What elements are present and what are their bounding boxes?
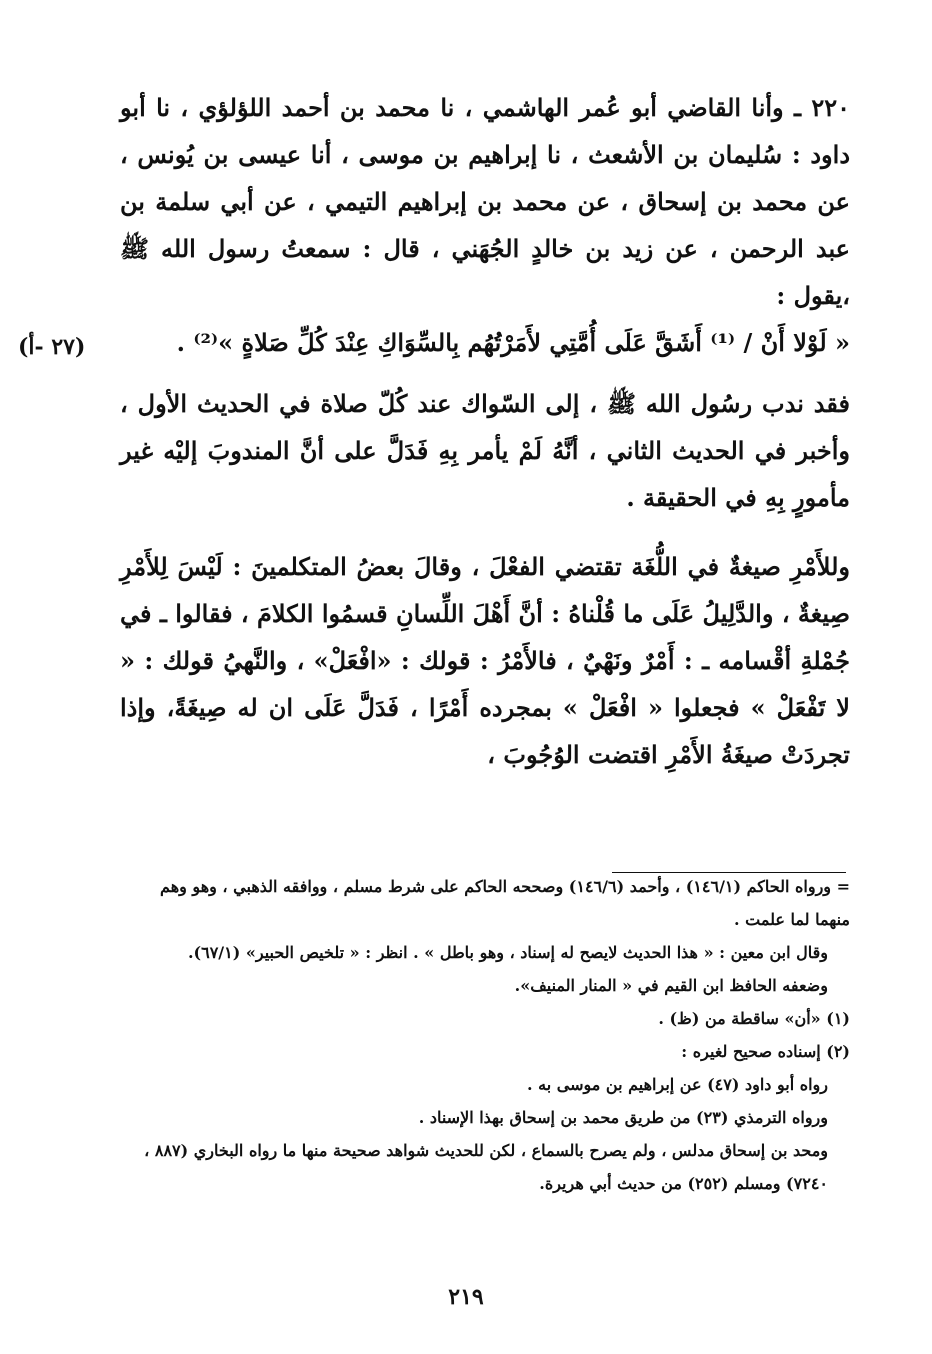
spacer xyxy=(120,366,850,380)
spacer xyxy=(120,521,850,543)
footnote-2-line: ورواه الترمذي (٢٣) من طريق محمد بن إسحاق بهذا الإسناد . xyxy=(418,1108,828,1127)
footnotes xyxy=(120,870,850,1200)
footnote-continuation: وضعفه الحافظ ابن القيم في « المنار المنيف». xyxy=(514,976,828,995)
footnote-2-line: ومحد بن إسحاق مدلس ، ولم يصرح بالسماع ، لكن للحديث شواهد صحيحة منها ما رواه البخاري (٨٨٧ ، ٧٢٤٠) ومسلم (٢٥٢) من حديث أبي هريرة. xyxy=(144,1141,828,1193)
paragraph-220: ٢٢٠ ـ وأنا القاضي أبو عُمر الهاشمي ، نا محمد بن أحمد اللؤلؤي ، نا أبو داود : سُليمان بن الأشعث ، نا إبراهيم بن موسى ، أنا عيسى بن يُونس ، عن محمد بن إسحاق ، عن محمد بن إبراهيم التيمي ، عن أبي سلمة بن عبد الرحمن ، عن زيد بن خالدٍ الجُهَني ، قال : سمعتُ رسول الله ﷺ ،يقول : xyxy=(120,93,851,310)
footnote-continuation: = ورواه الحاكم (١٤٦/١) ، وأحمد (١٤٦/٦) وصححه الحاكم على شرط مسلم ، ووافقه الذهبي ، وهو وهم منهما لما علمت . xyxy=(160,877,850,929)
footnote-2-line: رواه أبو داود (٤٧) عن إبراهيم بن موسى به . xyxy=(527,1075,828,1094)
main-text xyxy=(120,84,850,778)
margin-folio-reference: (٢٧ -أ) xyxy=(18,334,86,360)
footnote-1: (١) «أن» ساقطة من (ظ) . xyxy=(658,1009,850,1028)
page-number: ٢١٩ xyxy=(448,1284,484,1310)
paragraph-amr: وللأَمْرِ صيغةٌ في اللُّغَة تقتضي الفعْلَ ، وقالَ بعضُ المتكلمينَ : لَيْسَ لِلأَمْرِ صِيغةٌ ، والدَّلِيلُ عَلَى ما قُلْناهُ : أنَّ أَهْلَ اللِّسانِ قسمُوا الكلامَ ، فقالوا ـ في جُمْلةِ أقْسامه ـ : أَمْرٌ ونَهْيٌ ، فالأَمْرُ : قولك : «افْعَلْ» ، والنَّهيُ قولك : « لا تَفْعَلْ » فجعلوا « افْعَلْ » بمجرده أَمْرًا ، فَدَلَّ عَلَى ان له صِيغَةً، وإذا تجردَتْ صيغَةُ الأَمْرِ اقتضت الوُجُوبَ ، xyxy=(120,552,850,769)
footnote-continuation: وقال ابن معين : « هذا الحديث لايصح له إسناد ، وهو باطل » . انظر : « تلخيص الحبير» (٦٧/١). xyxy=(187,943,828,962)
paragraph-commentary: فقد ندب رسُول الله ﷺ ، إلى السّواك عند كُلّ صلاة في الحديث الأول ، وأخبر في الحديث الثاني ، أنَّهُ لَمْ يأمر بِهِ فَدَلَّ على أنَّ المندوبَ إليْه غير مأمورٍ بِهِ في الحقيقة . xyxy=(120,389,850,512)
footnote-2-heading: (٢) إسناده صحيح لغيره : xyxy=(681,1042,850,1061)
hadith-quote: « لَوْلا أَنْ / ⁽¹⁾ أَشَقَّ عَلَى أُمَّتِي لأَمَرْتُهُم بِالسِّوَاكِ عِنْدَ كُلِّ صَلاةٍ »⁽²⁾ . xyxy=(176,328,850,357)
